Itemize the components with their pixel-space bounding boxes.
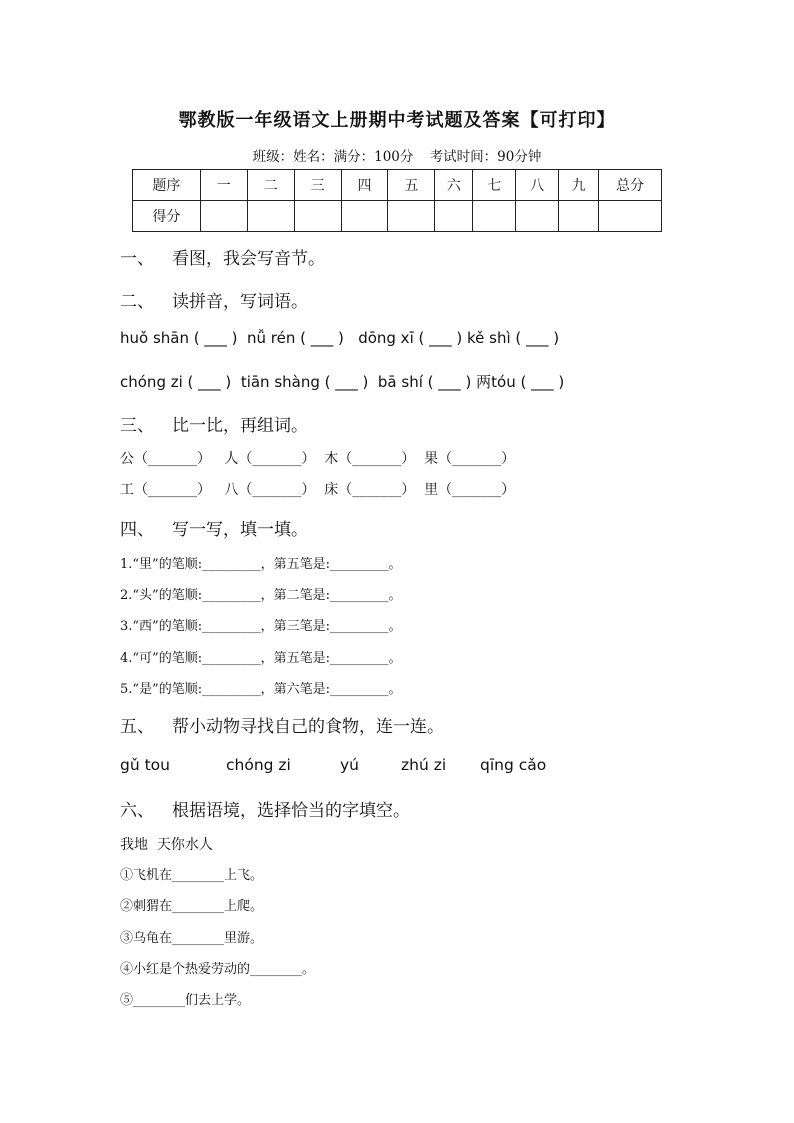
- score-cell[interactable]: [200, 201, 247, 232]
- section-number: 二、: [120, 292, 154, 312]
- section-title: 帮小动物寻找自己的食物，连一连。: [172, 717, 444, 737]
- header-cell: 八: [516, 170, 559, 201]
- stroke-order-item: 3.“西”的笔顺:_________，第三笔是:_________。: [120, 619, 402, 634]
- header-cell: 四: [341, 170, 388, 201]
- section-title: 写一写，填一填。: [172, 520, 308, 540]
- header-cell: 一: [200, 170, 247, 201]
- section-4-heading: [120, 515, 308, 540]
- header-cell: 六: [435, 170, 473, 201]
- score-table-score-row: [133, 201, 662, 232]
- section-number: 三、: [120, 416, 154, 436]
- section-6-heading: [120, 796, 410, 821]
- header-cell: 九: [559, 170, 599, 201]
- compare-words-line-1: 公（_______） 人（_______） 木（_______） 果（_______）: [120, 451, 516, 467]
- pinyin-word: qīng cǎo: [480, 756, 547, 774]
- pinyin-word: gǔ tou: [120, 756, 170, 774]
- score-cell[interactable]: [341, 201, 388, 232]
- pinyin-line-1: huǒ shān ( ___ ) nǚ rén ( ___ ) dōng xī ( ___ ) kě shì ( ___ ): [120, 329, 560, 347]
- section-title: 读拼音，写词语。: [172, 292, 308, 312]
- exam-info: [0, 145, 794, 165]
- stroke-order-item: 1.“里”的笔顺:_________，第五笔是:_________。: [120, 557, 402, 572]
- header-cell: 三: [294, 170, 341, 201]
- word-options: 我地 天你水人: [120, 837, 213, 853]
- header-cell: 总分: [599, 170, 662, 201]
- stroke-order-item: 2.“头”的笔顺:_________，第二笔是:_________。: [120, 588, 402, 603]
- stroke-order-item: 4.“可”的笔顺:_________，第五笔是:_________。: [120, 651, 402, 666]
- score-table-header-row: [133, 170, 662, 201]
- score-cell[interactable]: [559, 201, 599, 232]
- compare-words-line-2: 工（_______） 八（_______） 床（_______） 里（_______）: [120, 482, 516, 498]
- header-cell: 题序: [133, 170, 201, 201]
- section-title: 根据语境，选择恰当的字填空。: [172, 801, 410, 821]
- exam-time-info: 考试时间：90分钟: [429, 149, 542, 165]
- section-number: 四、: [120, 520, 154, 540]
- score-cell[interactable]: [599, 201, 662, 232]
- score-cell[interactable]: [473, 201, 516, 232]
- section-3-heading: [120, 411, 308, 436]
- fill-blank-item: ②刺猬在________上爬。: [120, 899, 264, 914]
- score-cell[interactable]: [247, 201, 294, 232]
- header-cell: 五: [388, 170, 435, 201]
- fill-blank-item: ④小红是个热爱劳动的________。: [120, 962, 316, 977]
- fill-blank-item: ⑤________们去上学。: [120, 993, 251, 1008]
- section-number: 一、: [120, 249, 154, 269]
- fill-blank-item: ①飞机在________上飞。: [120, 868, 264, 883]
- score-cell[interactable]: [516, 201, 559, 232]
- score-cell[interactable]: [435, 201, 473, 232]
- score-table: [132, 169, 662, 232]
- stroke-order-item: 5.“是”的笔顺:_________，第六笔是:_________。: [120, 682, 402, 697]
- page-title: 鄂教版一年级语文上册期中考试题及答案【可打印】: [178, 110, 616, 131]
- section-1-heading: [120, 244, 325, 269]
- score-row-label: 得分: [133, 201, 201, 232]
- class-name-score-info: 班级：姓名：满分：100分: [252, 149, 414, 165]
- pinyin-word: yú: [340, 756, 359, 774]
- score-cell[interactable]: [388, 201, 435, 232]
- score-cell[interactable]: [294, 201, 341, 232]
- pinyin-line-2: chóng zi ( ___ ) tiān shàng ( ___ ) bā shí ( ___ ) 两tóu ( ___ ): [120, 373, 565, 391]
- section-title: 比一比，再组词。: [172, 416, 308, 436]
- section-2-heading: [120, 287, 308, 312]
- pinyin-word: zhú zi: [401, 756, 447, 774]
- section-5-heading: [120, 712, 444, 737]
- section-number: 五、: [120, 717, 154, 737]
- header-cell: 七: [473, 170, 516, 201]
- fill-blank-item: ③乌龟在________里游。: [120, 931, 264, 946]
- header-cell: 二: [247, 170, 294, 201]
- section-title: 看图，我会写音节。: [172, 249, 325, 269]
- pinyin-word: chóng zi: [226, 756, 291, 774]
- section-number: 六、: [120, 801, 154, 821]
